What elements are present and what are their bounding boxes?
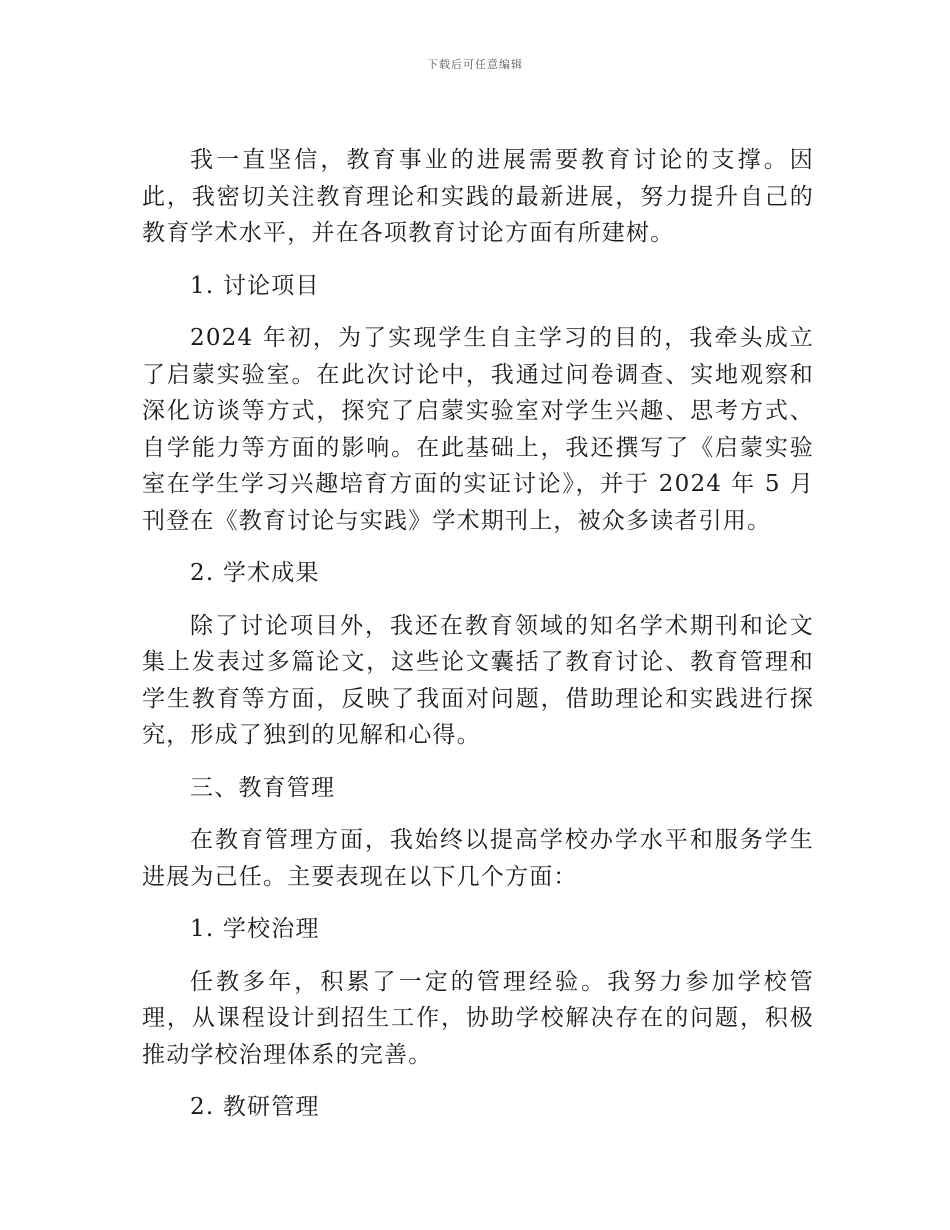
heading-research-project: 1. 讨论项目 <box>190 272 320 299</box>
heading-school-governance: 1. 学校治理 <box>190 916 320 942</box>
heading-education-management: 三、教育管理 <box>190 774 336 801</box>
paragraph-research-intro: 我一直坚信，教育事业的进展需要教育讨论的支撑。因此，我密切关注教育理论和实践的最新进展，努力提升自己的教育学术水平，并在各项教育讨论方面有所建树。 <box>142 147 814 246</box>
paragraph-school-governance: 任教多年，积累了一定的管理经验。我努力参加学校管理，从课程设计到招生工作，协助学校解决存在的问题，积极推动学校治理体系的完善。 <box>142 968 814 1068</box>
paragraph-education-management: 在教育管理方面，我始终以提高学校办学水平和服务学生进展为己任。主要表现在以下几个方面： <box>142 827 814 890</box>
heading-teaching-research-management: 2. 教研管理 <box>190 1094 320 1120</box>
paragraph-research-project: 2024 年初，为了实现学生自主学习的目的，我牵头成立了启蒙实验室。在此次讨论中，我通过问卷调查、实地观察和深化访谈等方式，探究了启蒙实验室对学生兴趣、思考方式、自学能力等方面的影响。在此基础上，我还撰写了《启蒙实验室在学生学习兴趣培育方面的实证讨论》，并于 2024 年 5 月刊登在《教育讨论与实践》学术期刊上，被众多读者引用。 <box>142 325 814 534</box>
paragraph-academic-results: 除了讨论项目外，我还在教育领域的知名学术期刊和论文集上发表过多篇论文，这些论文囊括了教育讨论、教育管理和学生教育等方面，反映了我面对问题，借助理论和实践进行探究，形成了独到的见解和心得。 <box>142 612 814 748</box>
page-header-note: 下载后可任意编辑 <box>427 58 523 71</box>
document-body <box>142 142 814 1142</box>
heading-academic-results: 2. 学术成果 <box>190 560 320 586</box>
